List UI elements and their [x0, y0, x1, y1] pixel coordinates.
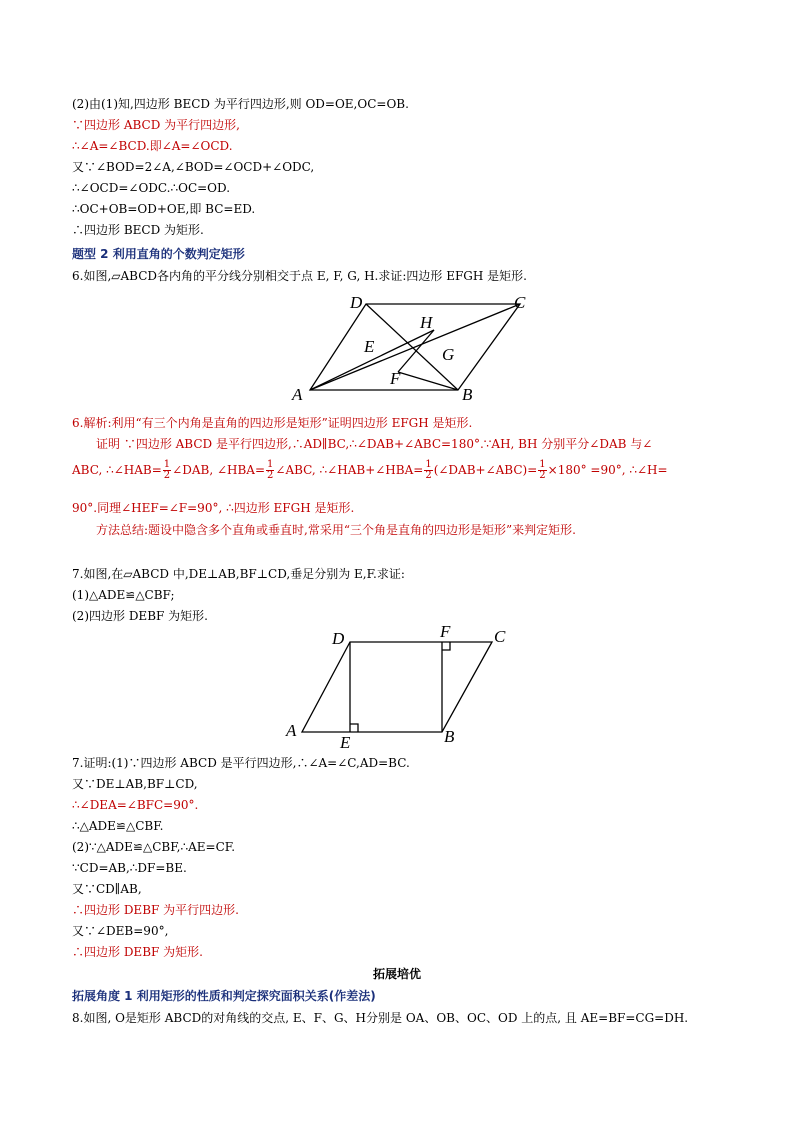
proof-6-line3: 90°.同理∠HEF=∠F=90°, ∴四边形 EFGH 是矩形. [72, 501, 355, 515]
method-summary: 方法总结:题设中隐含多个直角或垂直时,常采用“三个角是直角的四边形是矩形”来判定矩形. [96, 523, 576, 537]
proof-line: ∴四边形 BECD 为矩形. [72, 223, 204, 237]
proof-line: ∴∠OCD=∠ODC.∴OC=OD. [72, 181, 231, 195]
label-C: C [514, 293, 526, 312]
question-7-part1: (1)△ADE≌△CBF; [72, 588, 175, 602]
proof-line: ∴∠DEA=∠BFC=90°. [72, 798, 199, 812]
label-A: A [292, 385, 303, 404]
proof-line: ∴△ADE≌△CBF. [72, 819, 164, 833]
label-E: E [340, 733, 351, 752]
proof-line: (2)由(1)知,四边形 BECD 为平行四边形,则 OD=OE,OC=OB. [72, 97, 409, 111]
figure-q7 [282, 624, 512, 754]
proof-line: ∴四边形 DEBF 为矩形. [72, 945, 203, 959]
question-6: 6.如图,▱ABCD各内角的平分线分别相交于点 E, F, G, H.求证:四边形 EFGH 是矩形. [72, 269, 527, 283]
label-C: C [494, 627, 506, 646]
proof-line: ∴∠A=∠BCD.即∠A=∠OCD. [72, 139, 233, 153]
proof-6-line1: 证明 ∵四边形 ABCD 是平行四边形,∴AD∥BC,∴∠DAB+∠ABC=180°.∵AH, BH 分别平分∠DAB 与∠ [96, 437, 653, 451]
proof-line: (2)∵△ADE≌△CBF,∴AE=CF. [72, 840, 236, 854]
proof-line: ∵CD=AB,∴DF=BE. [72, 861, 187, 875]
proof-line: ∵四边形 ABCD 为平行四边形, [72, 118, 240, 132]
question-7-part2: (2)四边形 DEBF 为矩形. [72, 609, 208, 623]
label-F: F [390, 369, 401, 388]
label-A: A [286, 721, 297, 740]
extension-title: 拓展培优 [372, 967, 421, 981]
section-heading: 题型 2 利用直角的个数判定矩形 [72, 247, 245, 261]
question-7: 7.如图,在▱ABCD 中,DE⊥AB,BF⊥CD,垂足分别为 E,F.求证: [72, 567, 405, 581]
figure-q6 [280, 288, 540, 404]
analysis-6: 6.解析:利用“有三个内角是直角的四边形是矩形”证明四边形 EFGH 是矩形. [72, 416, 473, 430]
proof-line: ∴四边形 DEBF 为平行四边形. [72, 903, 239, 917]
label-G: G [442, 345, 455, 364]
label-B: B [444, 727, 455, 746]
proof-line: ∴OC+OB=OD+OE,即 BC=ED. [72, 202, 256, 216]
label-E: E [364, 337, 375, 356]
proof-line: 又∵DE⊥AB,BF⊥CD, [72, 777, 198, 791]
proof-line: 又∵CD∥AB, [72, 882, 142, 896]
proof-line: 又∵∠BOD=2∠A,∠BOD=∠OCD+∠ODC, [72, 160, 315, 174]
proof-line: 7.证明:(1)∵四边形 ABCD 是平行四边形,∴∠A=∠C,AD=BC. [72, 756, 410, 770]
label-F: F [440, 624, 451, 641]
proof-line: 又∵∠DEB=90°, [72, 924, 169, 938]
proof-6-line2: ABC, ∴∠HAB= $\frac{1}{2}$ ∠DAB, ∠HBA= $\frac{1}{2}$ ∠ABC, ∴∠HAB+∠HBA= $\frac{1}{2}$ (∠DAB+∠ABC)= $\frac{1}{2}$ ×180° =90°, ∴∠H= [72, 459, 668, 481]
label-H: H [420, 313, 433, 332]
label-D: D [332, 629, 345, 648]
question-8: 8.如图, O是矩形 ABCD的对角线的交点, E、F、G、H分别是 OA、OB、OC、OD 上的点, 且 AE=BF=CG=DH. [72, 1011, 689, 1025]
label-B: B [462, 385, 473, 404]
label-D: D [350, 293, 363, 312]
section-heading: 拓展角度 1 利用矩形的性质和判定探究面积关系(作差法) [72, 989, 376, 1003]
